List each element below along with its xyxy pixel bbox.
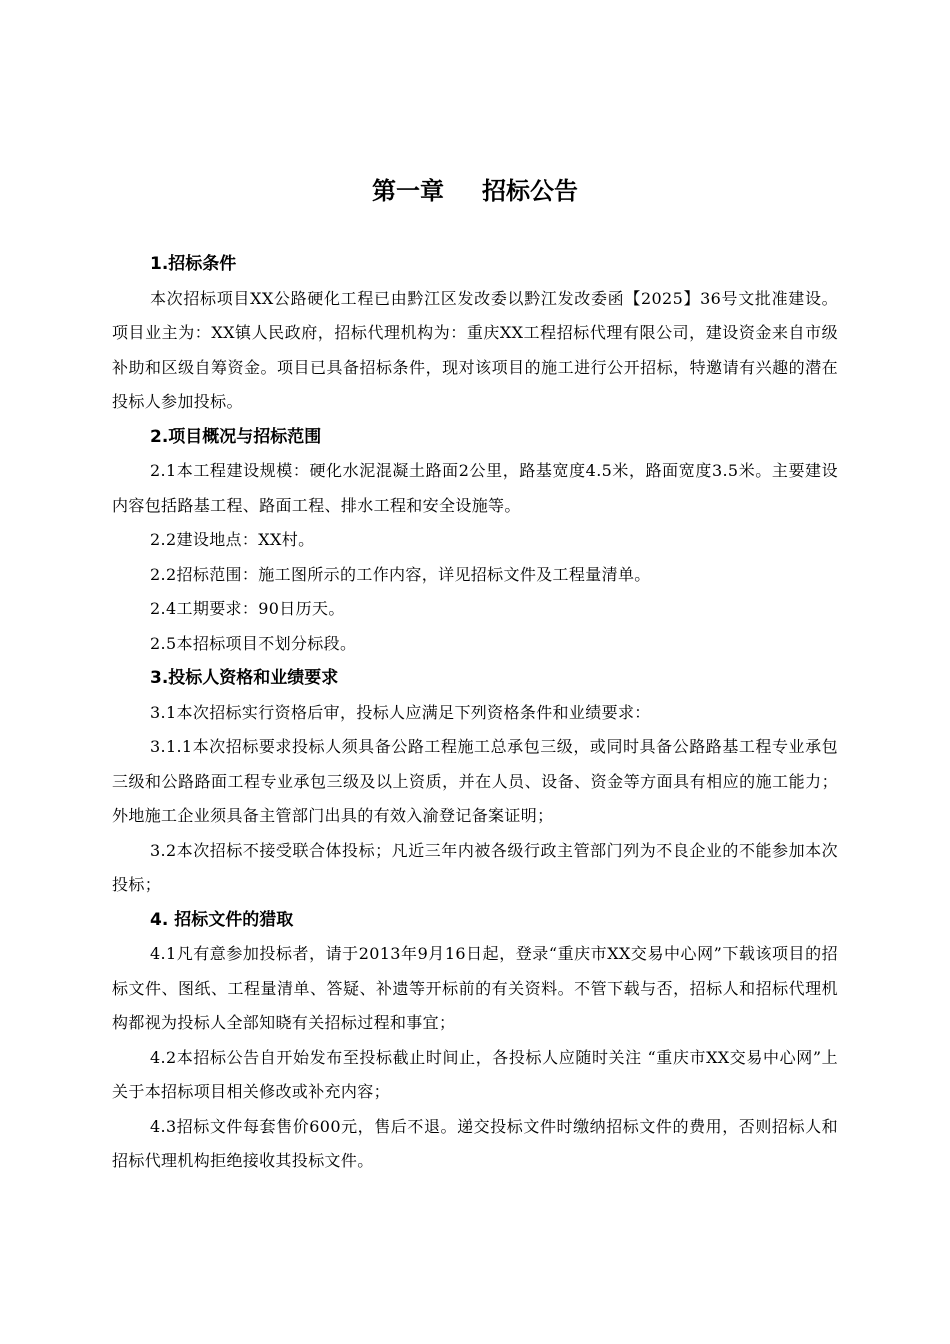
paragraph: 4.1凡有意参加投标者，请于2013年9月16日起，登录“重庆市XX交易中心网”下载该项目的招标文件、图纸、工程量清单、答疑、补遗等开标前的有关资料。不管下载与否，招标人和招标代理机构都视为投标人全部知晓有关招标过程和事宜； (112, 944, 838, 1032)
paragraph: 本次招标项目XX公路硬化工程已由黔江区发改委以黔江发改委函【2025】36号文批准建设。项目业主为：XX镇人民政府，招标代理机构为：重庆XX工程招标代理有限公司，建设资金来自市级补助和区级自筹资金。项目已具备招标条件，现对该项目的施工进行公开招标，特邀请有兴趣的潜在投标人参加投标。 (112, 288, 838, 411)
section-heading: 3.投标人资格和业绩要求 (150, 668, 339, 688)
paragraph: 4.2本招标公告自开始发布至投标截止时间止，各投标人应随时关注 “重庆市XX交易中心网”上关于本招标项目相关修改或补充内容； (112, 1047, 838, 1101)
paragraph: 2.2建设地点：XX村。 (150, 530, 315, 549)
chapter-number: 第一章 (372, 177, 444, 205)
document-body (112, 247, 838, 1179)
paragraph: 2.1本工程建设规模：硬化水泥混凝土路面2公里，路基宽度4.5米，路面宽度3.5米。主要建设内容包括路基工程、路面工程、排水工程和安全设施等。 (112, 461, 838, 515)
section-heading: 1.招标条件 (150, 254, 237, 274)
paragraph: 4.3招标文件每套售价600元，售后不退。递交投标文件时缴纳招标文件的费用，否则招标人和招标代理机构拒绝接收其投标文件。 (112, 1116, 838, 1170)
paragraph: 2.2招标范围：施工图所示的工作内容，详见招标文件及工程量清单。 (150, 564, 651, 584)
paragraph: 2.4工期要求：90日历天。 (150, 599, 345, 618)
chapter-name: 招标公告 (482, 177, 578, 205)
paragraph: 3.1.1本次招标要求投标人须具备公路工程施工总承包三级，或同时具备公路路基工程专业承包三级和公路路面工程专业承包三级及以上资质，并在人员、设备、资金等方面具有相应的施工能力；外地施工企业须具备主管部门出具的有效入渝登记备案证明； (112, 737, 838, 825)
chapter-title (112, 174, 838, 208)
paragraph: 3.1本次招标实行资格后审，投标人应满足下列资格条件和业绩要求： (150, 702, 651, 722)
section-heading: 4. 招标文件的猎取 (150, 909, 294, 930)
paragraph: 2.5本招标项目不划分标段。 (150, 633, 357, 653)
section-heading: 2.项目概况与招标范围 (150, 426, 322, 447)
paragraph: 3.2本次招标不接受联合体投标；凡近三年内被各级行政主管部门列为不良企业的不能参加本次投标； (112, 840, 838, 894)
